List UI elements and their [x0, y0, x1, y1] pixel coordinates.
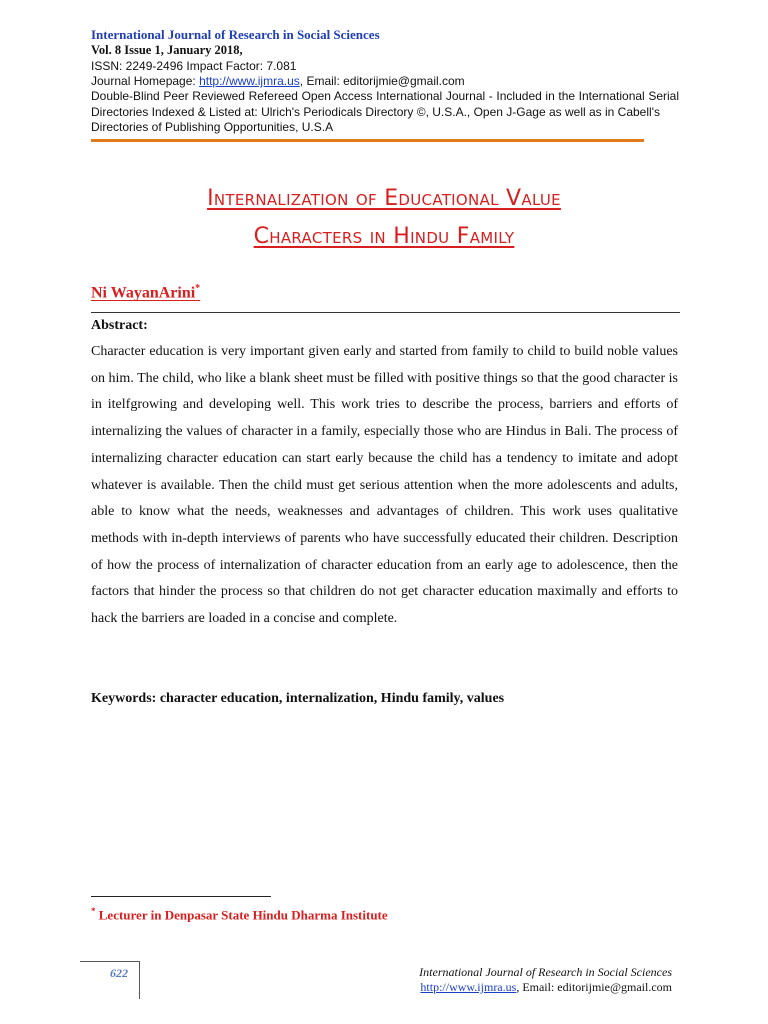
- footnote-divider: [91, 896, 271, 897]
- homepage-label: Journal Homepage:: [91, 74, 200, 88]
- author-mark: *: [195, 283, 201, 294]
- journal-description-end: Directories of Publishing Opportunities, U.S.A: [91, 120, 334, 134]
- keywords: Keywords: character education, internalization, Hindu family, values: [91, 691, 505, 706]
- footer-url-link[interactable]: http://www.ijmra.us: [420, 980, 517, 994]
- footnote: [91, 906, 388, 923]
- author-name-text: Ni WayanArini: [91, 284, 196, 302]
- abstract-heading: Abstract:: [91, 318, 148, 333]
- homepage-link[interactable]: http://www.ijmra.us: [199, 74, 300, 88]
- volume-issue: Vol. 8 Issue 1, January 2018,: [91, 43, 243, 57]
- abstract-text: Character education is very important given early and started from family to child to build noble values on him. The child, who like a blank sheet must be filled with positive things so that the good character is in itelfgrowing and developing well. This work tries to describe the process, barriers and efforts of internalizing the values of character in a family, especially those who are Hindus in Bali. The process of internalizing character education can start early because the child has a tendency to imitate and adopt whatever is available. Then the child must get serious attention when the more adolescents and adults, able to know what the needs, weaknesses and advantages of children. This work uses qualitative methods with in-depth interviews of parents who have successfully educated their children. Description of how the process of internalization of character education from an early age to adolescence, then the factors that hinder the process so that children do not get character education maximally and efforts to hack the barriers are loaded in a concise and complete.: [91, 344, 678, 627]
- footer-rule-vertical: [139, 961, 140, 999]
- header-divider: [91, 139, 644, 142]
- paper-title-line-2: Characters in Hindu Family: [253, 224, 515, 249]
- author-divider: [91, 312, 680, 313]
- journal-name: International Journal of Research in Social Sciences: [91, 27, 380, 42]
- footer-rule-horizontal: [80, 961, 140, 962]
- footer-contact: [420, 980, 672, 995]
- journal-homepage: [91, 73, 679, 89]
- paper-title-line-1: Internalization of Educational Value: [207, 186, 561, 211]
- footnote-text: Lecturer in Denpasar State Hindu Dharma Institute: [95, 907, 388, 923]
- footnote-mark: *: [91, 906, 96, 916]
- email-label: , Email: editorijmie@gmail.com: [299, 74, 465, 88]
- page-number: 622: [110, 966, 128, 980]
- journal-description: Double-Blind Peer Reviewed Refereed Open Access International Journal - Included in the International Serial Directories Indexed & Listed at: Ulrich's Periodicals Directory ©, U.S.A., Open J-Gage as well as in Cabell's: [91, 89, 679, 119]
- footer-email: , Email: editorijmie@gmail.com: [516, 980, 672, 994]
- footer-journal-name: International Journal of Research in Social Sciences: [419, 965, 672, 979]
- author-name: [91, 283, 200, 302]
- issn-impact: ISSN: 2249-2496 Impact Factor: 7.081: [91, 59, 297, 73]
